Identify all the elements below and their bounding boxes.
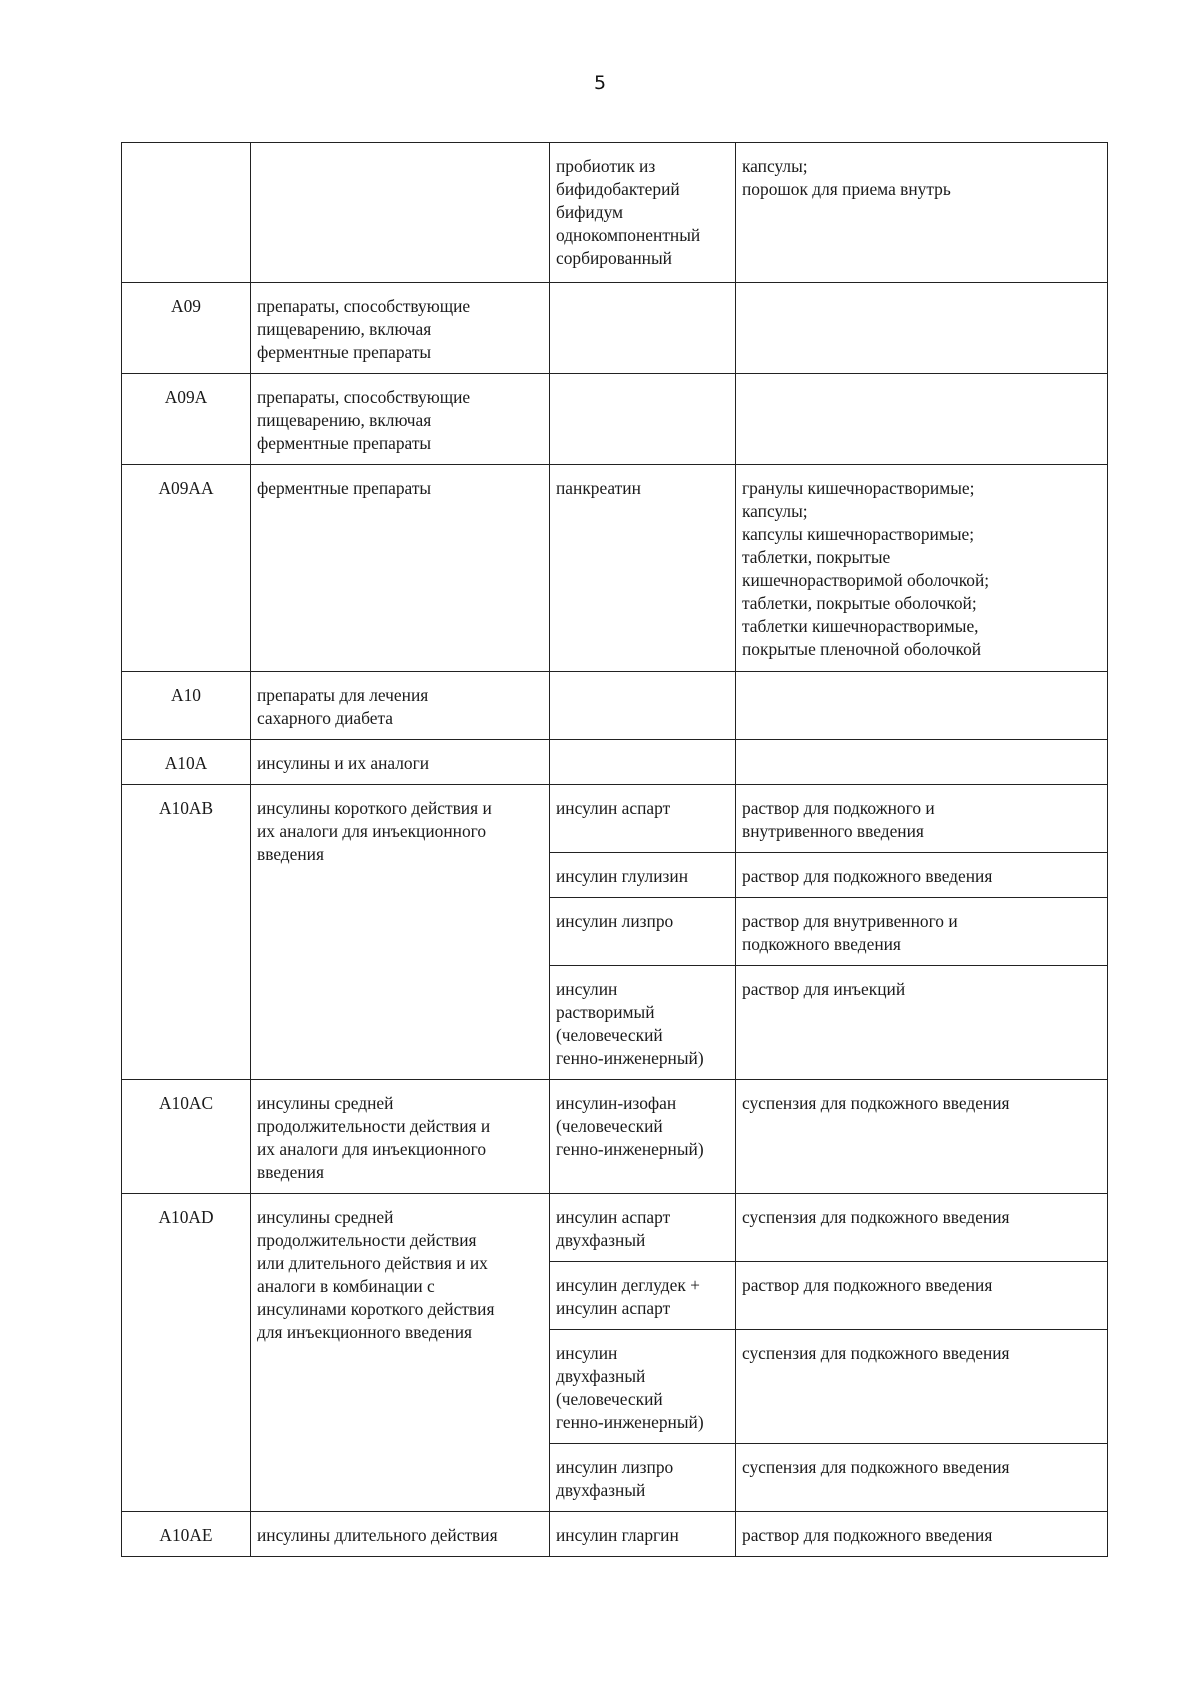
- dosage-forms-cell: суспензия для подкожного введения: [736, 1330, 1108, 1444]
- table-row: [122, 1512, 1108, 1557]
- dosage-forms-cell: [736, 283, 1108, 374]
- atc-code-cell: A10: [122, 672, 251, 740]
- drug-name-cell: инсулин деглудек + инсулин аспарт: [550, 1262, 736, 1330]
- drug-name-cell: инсулин растворимый (человеческий генно-инженерный): [550, 966, 736, 1080]
- drug-name-cell: панкреатин: [550, 465, 736, 672]
- dosage-forms-cell: раствор для инъекций: [736, 966, 1108, 1080]
- drug-name-cell: инсулин гларгин: [550, 1512, 736, 1557]
- dosage-forms-cell: раствор для подкожного введения: [736, 1512, 1108, 1557]
- group-name-cell: инсулины средней продолжительности действия или длительного действия и их аналоги в комбинации с инсулинами короткого действия для инъекционного введения: [251, 1194, 550, 1512]
- dosage-forms-cell: [736, 740, 1108, 785]
- atc-code-cell: A10AB: [122, 785, 251, 1080]
- table-row: [122, 283, 1108, 374]
- group-name-cell: инсулины длительного действия: [251, 1512, 550, 1557]
- drug-name-cell: инсулин лизпро: [550, 898, 736, 966]
- table-row: [122, 143, 1108, 283]
- page-number: 5: [593, 72, 607, 94]
- table-row: [122, 785, 1108, 853]
- table-row: [122, 1080, 1108, 1194]
- drug-classification-table: [121, 142, 1108, 1557]
- dosage-forms-cell: [736, 672, 1108, 740]
- dosage-forms-cell: раствор для подкожного введения: [736, 1262, 1108, 1330]
- drug-name-cell: [550, 740, 736, 785]
- group-name-cell: инсулины короткого действия и их аналоги для инъекционного введения: [251, 785, 550, 1080]
- drug-name-cell: инсулин лизпро двухфазный: [550, 1444, 736, 1512]
- drug-name-cell: [550, 374, 736, 465]
- dosage-forms-cell: [736, 374, 1108, 465]
- drug-name-cell: [550, 283, 736, 374]
- atc-code-cell: A10AC: [122, 1080, 251, 1194]
- group-name-cell: препараты для лечения сахарного диабета: [251, 672, 550, 740]
- group-name-cell: инсулины и их аналоги: [251, 740, 550, 785]
- atc-code-cell: A10AD: [122, 1194, 251, 1512]
- atc-code-cell: A09: [122, 283, 251, 374]
- dosage-forms-cell: раствор для подкожного введения: [736, 853, 1108, 898]
- table-row: [122, 672, 1108, 740]
- drug-name-cell: инсулин глулизин: [550, 853, 736, 898]
- atc-code-cell: A10A: [122, 740, 251, 785]
- drug-name-cell: инсулин-изофан (человеческий генно-инженерный): [550, 1080, 736, 1194]
- table-row: [122, 1194, 1108, 1262]
- group-name-cell: препараты, способствующие пищеварению, включая ферментные препараты: [251, 283, 550, 374]
- drug-name-cell: пробиотик из бифидобактерий бифидум однокомпонентный сорбированный: [550, 143, 736, 283]
- table-row: [122, 740, 1108, 785]
- dosage-forms-cell: суспензия для подкожного введения: [736, 1444, 1108, 1512]
- drug-name-cell: инсулин аспарт двухфазный: [550, 1194, 736, 1262]
- dosage-forms-cell: капсулы; порошок для приема внутрь: [736, 143, 1108, 283]
- group-name-cell: препараты, способствующие пищеварению, включая ферментные препараты: [251, 374, 550, 465]
- drug-name-cell: инсулин двухфазный (человеческий генно-инженерный): [550, 1330, 736, 1444]
- atc-code-cell: A09A: [122, 374, 251, 465]
- drug-name-cell: [550, 672, 736, 740]
- atc-code-cell: A10AE: [122, 1512, 251, 1557]
- dosage-forms-cell: раствор для внутривенного и подкожного введения: [736, 898, 1108, 966]
- table-row: [122, 374, 1108, 465]
- dosage-forms-cell: суспензия для подкожного введения: [736, 1194, 1108, 1262]
- group-name-cell: ферментные препараты: [251, 465, 550, 672]
- group-name-cell: [251, 143, 550, 283]
- dosage-forms-cell: суспензия для подкожного введения: [736, 1080, 1108, 1194]
- table-row: [122, 465, 1108, 672]
- dosage-forms-cell: гранулы кишечнорастворимые; капсулы; капсулы кишечнорастворимые; таблетки, покрытые кишечнорастворимой оболочкой; таблетки, покрытые оболочкой; таблетки кишечнорастворимые, покрытые пленочной оболочкой: [736, 465, 1108, 672]
- group-name-cell: инсулины средней продолжительности действия и их аналоги для инъекционного введения: [251, 1080, 550, 1194]
- atc-code-cell: [122, 143, 251, 283]
- drug-name-cell: инсулин аспарт: [550, 785, 736, 853]
- atc-code-cell: A09AA: [122, 465, 251, 672]
- dosage-forms-cell: раствор для подкожного и внутривенного введения: [736, 785, 1108, 853]
